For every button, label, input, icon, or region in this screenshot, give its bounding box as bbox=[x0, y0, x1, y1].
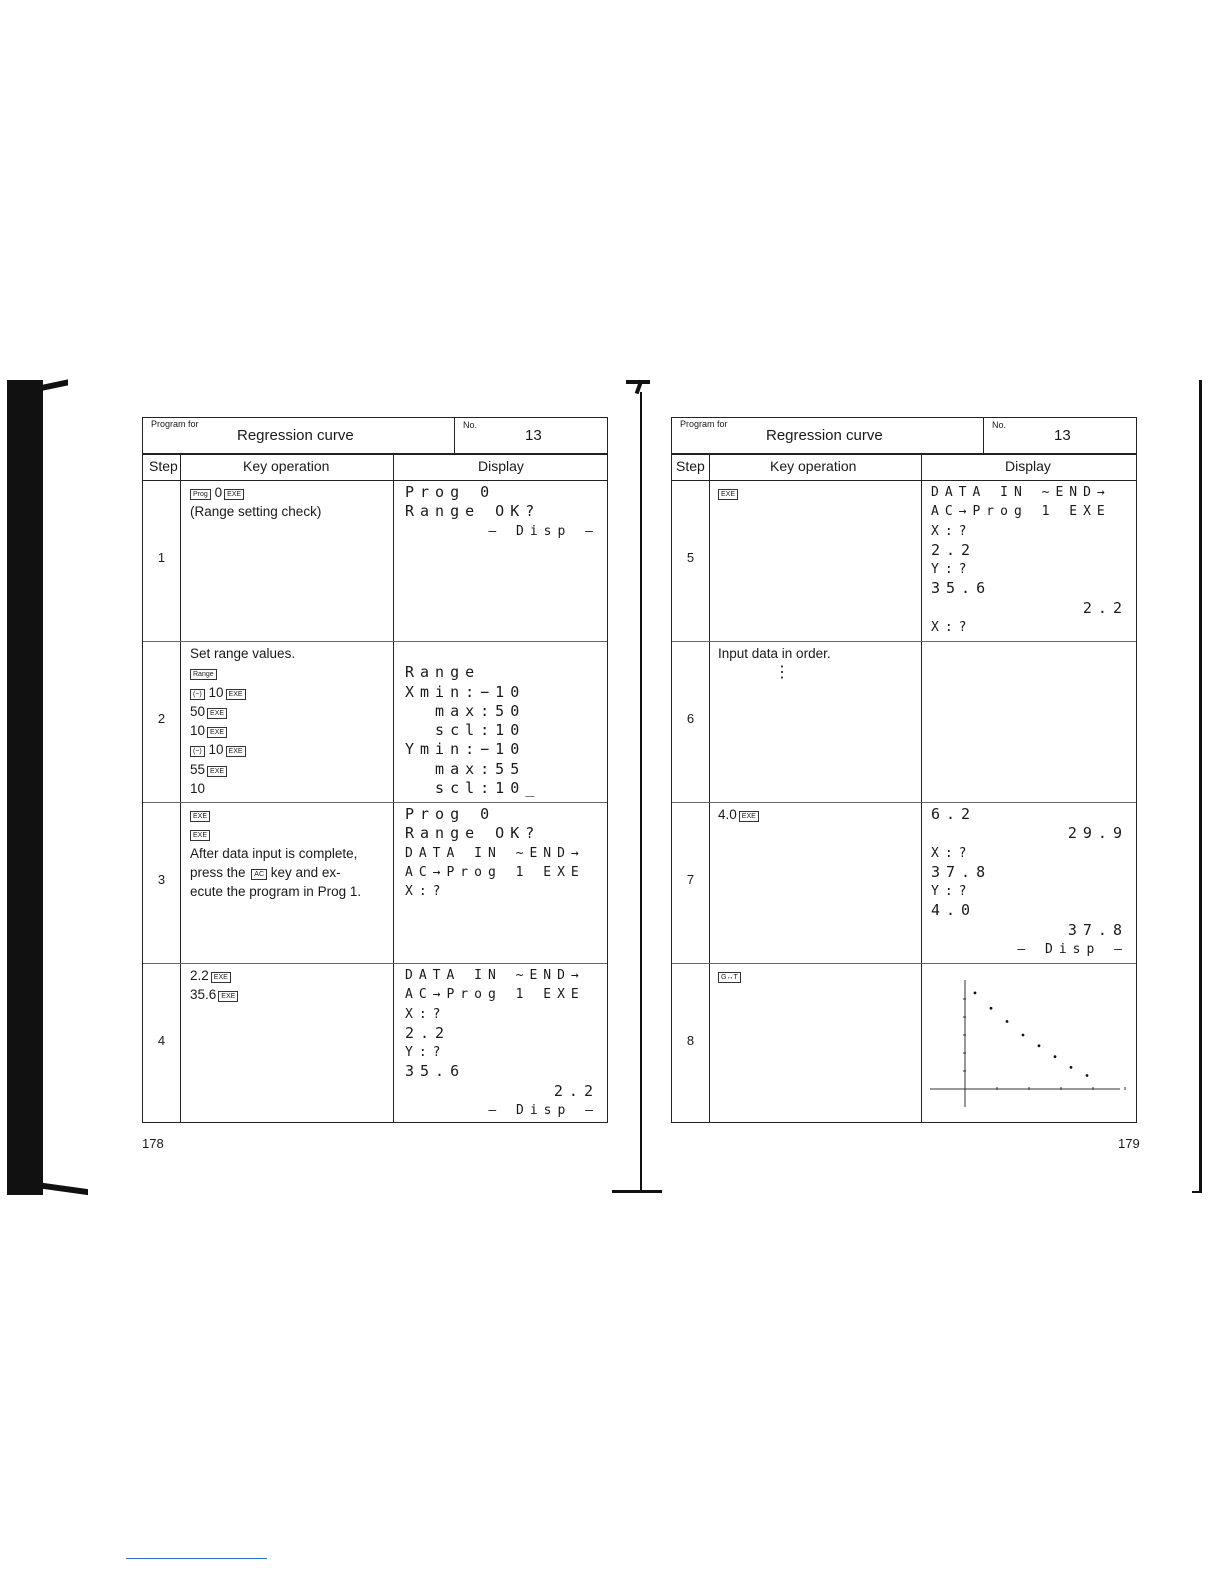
binding-edge-left bbox=[7, 380, 43, 1195]
graph-point bbox=[1086, 1074, 1089, 1077]
calculator-key: AC bbox=[251, 869, 267, 880]
display-line: 2.2 bbox=[1082, 598, 1128, 617]
key-text: 10 bbox=[208, 684, 224, 700]
calculator-key: EXE bbox=[190, 830, 210, 841]
graph-point bbox=[1054, 1055, 1057, 1058]
calculator-key: EXE bbox=[207, 727, 227, 738]
footer-link-underline bbox=[126, 1558, 267, 1559]
step-column-header: Step bbox=[676, 458, 705, 474]
step-number: 1 bbox=[157, 550, 166, 565]
key-line bbox=[190, 663, 295, 682]
key-text: 10 bbox=[190, 723, 206, 739]
graph-point bbox=[1022, 1034, 1025, 1037]
key-line bbox=[190, 740, 295, 759]
display-line: X:? bbox=[931, 620, 973, 636]
display-line: Xmin:−10 bbox=[405, 682, 526, 701]
key-line bbox=[190, 683, 295, 702]
key-operation-column-header: Key operation bbox=[243, 458, 330, 474]
key-line bbox=[190, 882, 361, 901]
display-line: Prog 0 bbox=[405, 805, 496, 823]
display-cell bbox=[405, 966, 599, 1120]
calculator-key: EXE bbox=[190, 811, 210, 822]
display-line: max:50 bbox=[405, 701, 526, 720]
key-line bbox=[718, 644, 831, 663]
no-label: No. bbox=[463, 420, 478, 430]
column-headers bbox=[143, 455, 607, 481]
display-line: — Disp — bbox=[488, 1103, 599, 1119]
key-text: 4.0 bbox=[718, 807, 737, 822]
no-label: No. bbox=[992, 420, 1007, 430]
key-line bbox=[190, 702, 295, 721]
display-line: Prog 0 bbox=[405, 483, 496, 501]
key-operation-cell bbox=[190, 483, 321, 522]
row-divider bbox=[143, 802, 607, 803]
program-for-label: Program for bbox=[151, 419, 199, 429]
row-divider bbox=[143, 963, 607, 964]
key-text: 10 bbox=[190, 781, 206, 797]
calculator-key: Range bbox=[190, 669, 217, 680]
step-number: 5 bbox=[686, 550, 695, 565]
program-for-label: Program for bbox=[680, 419, 728, 429]
calculator-key: EXE bbox=[224, 489, 244, 500]
display-cell bbox=[405, 483, 599, 541]
display-line: X:? bbox=[405, 1006, 447, 1022]
display-line: X:? bbox=[931, 845, 973, 861]
display-line: AC→Prog 1 EXE bbox=[931, 504, 1111, 520]
step-number: 6 bbox=[686, 711, 695, 726]
key-text: press the bbox=[190, 864, 246, 880]
page-gutter bbox=[640, 392, 642, 1192]
key-text: Set range values. bbox=[190, 646, 296, 661]
calculator-key: EXE bbox=[739, 811, 759, 822]
right-page-table bbox=[671, 417, 1137, 1123]
display-line: Ymin:−10 bbox=[405, 740, 526, 759]
display-line: 35.6 bbox=[405, 1062, 466, 1081]
program-title: Regression curve bbox=[766, 427, 883, 444]
binding-edge-right bbox=[1199, 380, 1202, 1193]
key-line bbox=[718, 805, 759, 824]
step-number: 3 bbox=[157, 872, 166, 887]
row-divider bbox=[143, 641, 607, 642]
key-text: 35.6 bbox=[190, 987, 217, 1003]
key-operation-cell bbox=[190, 644, 295, 798]
graph-point bbox=[1038, 1044, 1041, 1047]
program-number: 13 bbox=[1054, 427, 1071, 444]
program-number-cell bbox=[454, 418, 607, 453]
calculator-key: (−) bbox=[190, 689, 205, 700]
step-number: 2 bbox=[157, 711, 166, 726]
display-column-header: Display bbox=[478, 458, 524, 474]
calculator-key: EXE bbox=[226, 746, 246, 757]
binding-edge-top bbox=[43, 379, 68, 390]
display-line: AC→Prog 1 EXE bbox=[405, 987, 585, 1003]
step-column-header: Step bbox=[149, 458, 178, 474]
key-line bbox=[190, 844, 361, 863]
key-line bbox=[190, 805, 361, 824]
key-operation-cell bbox=[718, 483, 738, 502]
calculator-key: EXE bbox=[207, 708, 227, 719]
display-line: 35.6 bbox=[931, 579, 992, 598]
binding-edge-right-foot bbox=[1192, 1191, 1202, 1193]
column-divider bbox=[709, 455, 710, 1122]
key-text: 55 bbox=[190, 761, 206, 777]
key-text: key and ex- bbox=[270, 864, 341, 880]
calculator-key: EXE bbox=[218, 991, 238, 1002]
display-line: 4.0 bbox=[931, 901, 977, 920]
display-line bbox=[405, 644, 599, 663]
program-number: 13 bbox=[525, 427, 542, 444]
table-header bbox=[143, 418, 607, 455]
key-line bbox=[718, 664, 831, 707]
binding-edge-bottom bbox=[43, 1183, 88, 1195]
graph-point bbox=[1006, 1020, 1009, 1023]
display-line: 37.8 bbox=[931, 862, 992, 881]
key-line bbox=[718, 483, 738, 502]
display-line: DATA IN ~END→ bbox=[405, 968, 585, 983]
calculator-key: EXE bbox=[211, 972, 231, 983]
key-operation-cell bbox=[718, 805, 759, 824]
display-cell bbox=[405, 644, 599, 798]
step-number: 7 bbox=[686, 872, 695, 887]
display-line: 2.2 bbox=[931, 540, 977, 559]
display-cell bbox=[931, 805, 1128, 959]
key-text: (Range setting check) bbox=[190, 504, 322, 520]
display-line: Range bbox=[405, 663, 481, 682]
key-text: ecute the program in Prog 1. bbox=[190, 884, 362, 900]
graph-point bbox=[1070, 1066, 1073, 1069]
display-line: Range OK? bbox=[405, 824, 541, 843]
page-number-right: 179 bbox=[1118, 1136, 1140, 1151]
column-headers bbox=[672, 455, 1136, 481]
key-operation-cell bbox=[718, 644, 831, 707]
calculator-key: EXE bbox=[226, 689, 246, 700]
key-text: ⋮ bbox=[774, 664, 790, 682]
display-line: Y:? bbox=[405, 1045, 447, 1061]
key-text: After data input is complete, bbox=[190, 845, 358, 861]
column-divider bbox=[393, 455, 394, 1122]
key-line bbox=[190, 502, 321, 521]
display-line: — Disp — bbox=[1017, 942, 1128, 958]
key-line bbox=[190, 721, 295, 740]
display-line: DATA IN ~END→ bbox=[405, 845, 585, 861]
key-text: 0 bbox=[214, 485, 223, 500]
key-operation-column-header: Key operation bbox=[770, 458, 857, 474]
key-line bbox=[190, 779, 295, 798]
key-operation-cell bbox=[190, 805, 361, 901]
display-line: Y:? bbox=[931, 884, 973, 900]
step-number: 4 bbox=[157, 1033, 166, 1048]
key-line bbox=[190, 824, 361, 843]
display-line: AC→Prog 1 EXE bbox=[405, 864, 585, 880]
display-line: 6.2 bbox=[931, 805, 977, 823]
key-line bbox=[718, 966, 741, 985]
display-line: X:? bbox=[931, 523, 973, 539]
calculator-key: EXE bbox=[718, 489, 738, 500]
left-page-table bbox=[142, 417, 608, 1123]
graph-display bbox=[930, 975, 1130, 1115]
key-operation-cell bbox=[190, 966, 238, 1005]
key-text: Input data in order. bbox=[718, 646, 831, 661]
key-operation-cell bbox=[718, 966, 741, 985]
key-line bbox=[190, 760, 295, 779]
row-divider bbox=[672, 963, 1136, 964]
graph-point bbox=[974, 991, 977, 994]
key-line bbox=[190, 966, 238, 985]
row-divider bbox=[672, 641, 1136, 642]
calculator-key: Prog bbox=[190, 489, 211, 500]
display-line: max:55 bbox=[405, 759, 526, 778]
key-line bbox=[190, 483, 321, 502]
step-number: 8 bbox=[686, 1033, 695, 1048]
display-cell bbox=[405, 805, 599, 901]
display-line: Y:? bbox=[931, 562, 973, 578]
display-line: scl:10 bbox=[405, 721, 526, 740]
graph-point bbox=[990, 1007, 993, 1010]
calculator-key: EXE bbox=[207, 766, 227, 777]
key-text: 2.2 bbox=[190, 968, 209, 983]
page-number-left: 178 bbox=[142, 1136, 164, 1151]
display-line: — Disp — bbox=[488, 523, 599, 539]
display-column-header: Display bbox=[1005, 458, 1051, 474]
display-line: 2.2 bbox=[405, 1023, 451, 1042]
calculator-key: G↔T bbox=[718, 972, 741, 983]
row-divider bbox=[672, 802, 1136, 803]
display-line: 2.2 bbox=[553, 1081, 599, 1100]
key-line bbox=[190, 985, 238, 1004]
display-line: 29.9 bbox=[1067, 824, 1128, 843]
display-line: Range OK? bbox=[405, 502, 541, 521]
display-line: scl:10_ bbox=[405, 779, 541, 798]
display-line: DATA IN ~END→ bbox=[931, 485, 1111, 500]
key-line bbox=[190, 863, 361, 882]
column-divider bbox=[921, 455, 922, 1122]
calculator-key: (−) bbox=[190, 746, 205, 757]
program-number-cell bbox=[983, 418, 1136, 453]
table-header bbox=[672, 418, 1136, 455]
key-line bbox=[190, 644, 295, 663]
display-line: 37.8 bbox=[1067, 920, 1128, 939]
column-divider bbox=[180, 455, 181, 1122]
key-text: 10 bbox=[208, 742, 224, 758]
key-text: 50 bbox=[190, 703, 206, 719]
display-line: X:? bbox=[405, 884, 447, 900]
gutter-bottom-mark bbox=[612, 1190, 662, 1193]
program-title: Regression curve bbox=[237, 427, 354, 444]
display-cell bbox=[931, 483, 1128, 637]
